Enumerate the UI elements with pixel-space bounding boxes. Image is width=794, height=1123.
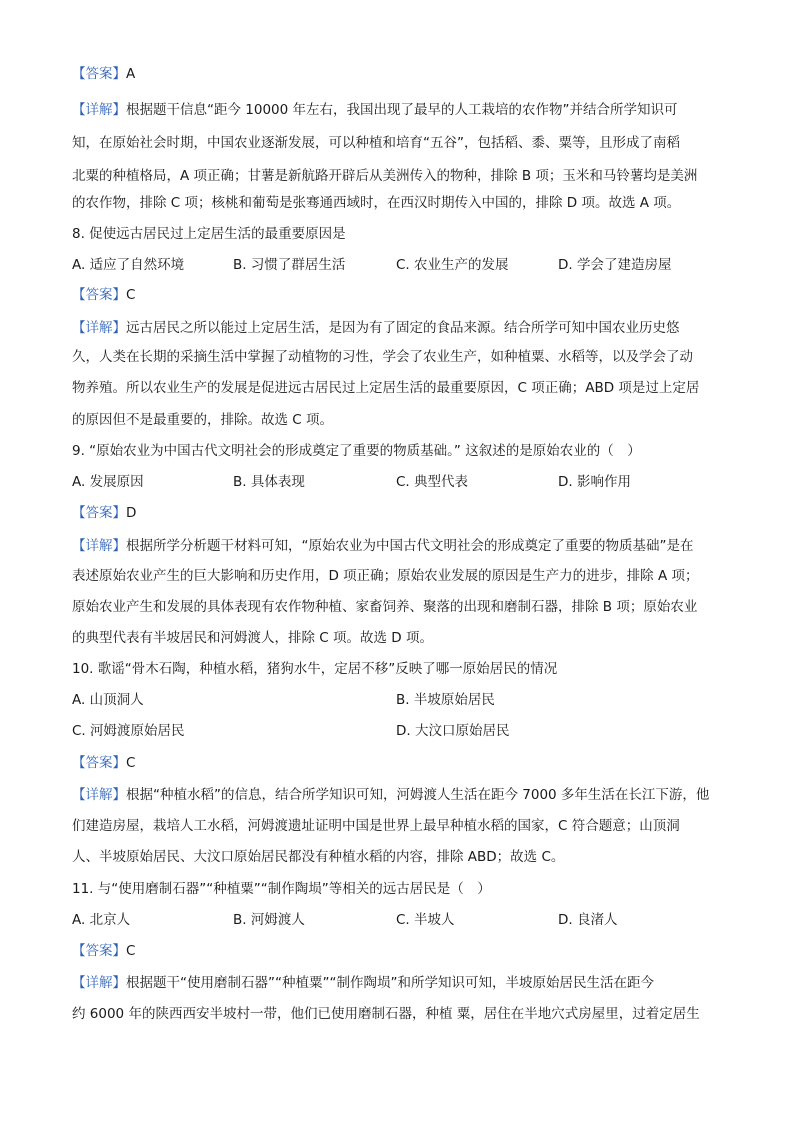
- answer-line: [72, 941, 722, 961]
- option-a: A. 北京人: [72, 912, 131, 928]
- detail-line: [72, 973, 722, 993]
- option-d: D. 学会了建造房屋: [558, 257, 672, 273]
- answer-line: [72, 753, 722, 773]
- detail-text: 约 6000 年的陕西西安半坡村一带，他们已使用磨制石器，种植 粟，居住在半地穴式房屋里，过着定居生: [72, 1006, 700, 1022]
- detail-text: 远古居民之所以能过上定居生活，是因为有了固定的食品来源。结合所学可知中国农业历史悠: [126, 320, 680, 336]
- option-a: A. 适应了自然环境: [72, 257, 185, 273]
- answer-value: A: [126, 66, 136, 82]
- detail-text: 的原因但不是最重要的，排除。故选 C 项。: [72, 412, 334, 428]
- detail-line: [72, 785, 722, 805]
- option-b: B. 河姆渡人: [233, 912, 305, 928]
- detail-text: 知，在原始社会时期，中国农业逐渐发展，可以种植和培育“五谷”，包括稻、黍、粟等，且形成了南稻: [72, 135, 680, 151]
- detail-tag: 【详解】: [72, 975, 126, 991]
- detail-tag: 【详解】: [72, 102, 126, 118]
- detail-text: 根据题干信息“距今 10000 年左右，我国出现了最早的人工栽培的农作物”并结合所学知识可: [126, 102, 678, 118]
- detail-text: 原始农业产生和发展的具体表现有农作物种植、家畜饲养、聚落的出现和磨制石器，排除 B 项；原始农业: [72, 599, 698, 615]
- detail-tag: 【详解】: [72, 320, 126, 336]
- option-c: C. 典型代表: [396, 474, 469, 490]
- option-c: C. 农业生产的发展: [396, 257, 509, 273]
- detail-text: 表述原始农业产生的巨大影响和历史作用，D 项正确；原始农业发展的原因是生产力的进步，排除 A 项；: [72, 568, 699, 584]
- answer-tag: 【答案】: [72, 943, 126, 959]
- detail-text: 的农作物，排除 C 项；核桃和葡萄是张骞通西域时，在西汉时期传入中国的，排除 D 项。故选 A 项。: [72, 195, 681, 211]
- detail-text: 北粟的种植格局，A 项正确；甘薯是新航路开辟后从美洲传入的物种，排除 B 项；玉米和马铃薯均是美洲: [72, 168, 698, 184]
- answer-value: C: [126, 287, 136, 303]
- detail-text: 久，人类在长期的采摘生活中掌握了动植物的习性，学会了农业生产，如种植粟、水稻等，以及学会了动: [72, 349, 693, 365]
- option-a: A. 山顶洞人: [72, 692, 144, 708]
- question-title: 11. 与“使用磨制石器”“种植粟”“制作陶埙”等相关的远古居民是（ ）: [72, 881, 491, 897]
- option-c: C. 半坡人: [396, 912, 455, 928]
- detail-text: 根据“种植水稻”的信息，结合所学知识可知，河姆渡人生活在距今 7000 多年生活在长江下游，他: [126, 787, 710, 803]
- detail-line: [72, 536, 722, 556]
- detail-tag: 【详解】: [72, 538, 126, 554]
- detail-text: 的典型代表有半坡居民和河姆渡人，排除 C 项。故选 D 项。: [72, 630, 433, 646]
- question-title: 10. 歌谣“骨木石陶，种植水稻，猪狗水牛，定居不移”反映了哪一原始居民的情况: [72, 661, 558, 677]
- detail-line: [72, 318, 722, 338]
- answer-tag: 【答案】: [72, 287, 126, 303]
- detail-tag: 【详解】: [72, 787, 126, 803]
- option-b: B. 具体表现: [233, 474, 305, 490]
- question-title: 8. 促使远古居民过上定居生活的最重要原因是: [72, 226, 346, 242]
- answer-line: [72, 285, 722, 305]
- option-b: B. 习惯了群居生活: [233, 257, 346, 273]
- answer-line: [72, 64, 722, 84]
- detail-text: 们建造房屋，栽培人工水稻，河姆渡遗址证明中国是世界上最早种植水稻的国家，C 符合题意；山顶洞: [72, 818, 680, 834]
- answer-value: D: [126, 505, 137, 521]
- option-d: D. 大汶口原始居民: [396, 723, 510, 739]
- answer-value: C: [126, 755, 136, 771]
- detail-text: 根据所学分析题干材料可知，“原始农业为中国古代文明社会的形成奠定了重要的物质基础”是在: [126, 538, 694, 554]
- answer-tag: 【答案】: [72, 755, 126, 771]
- detail-text: 物养殖。所以农业生产的发展是促进远古居民过上定居生活的最重要原因，C 项正确；ABD 项是过上定居: [72, 380, 700, 396]
- detail-text: 根据题干“使用磨制石器”“种植粟”“制作陶埙”和所学知识可知，半坡原始居民生活在距今: [126, 975, 654, 991]
- answer-line: [72, 503, 722, 523]
- answer-value: C: [126, 943, 136, 959]
- option-a: A. 发展原因: [72, 474, 144, 490]
- question-title: 9. “原始农业为中国古代文明社会的形成奠定了重要的物质基础。” 这叙述的是原始农业的（ ）: [72, 443, 641, 459]
- detail-line: [72, 100, 722, 120]
- option-c: C. 河姆渡原始居民: [72, 723, 185, 739]
- answer-tag: 【答案】: [72, 505, 126, 521]
- answer-tag: 【答案】: [72, 66, 126, 82]
- option-d: D. 良渚人: [558, 912, 618, 928]
- detail-text: 人、半坡原始居民、大汶口原始居民都没有种植水稻的内容，排除 ABD；故选 C。: [72, 849, 565, 865]
- option-b: B. 半坡原始居民: [396, 692, 495, 708]
- option-d: D. 影响作用: [558, 474, 631, 490]
